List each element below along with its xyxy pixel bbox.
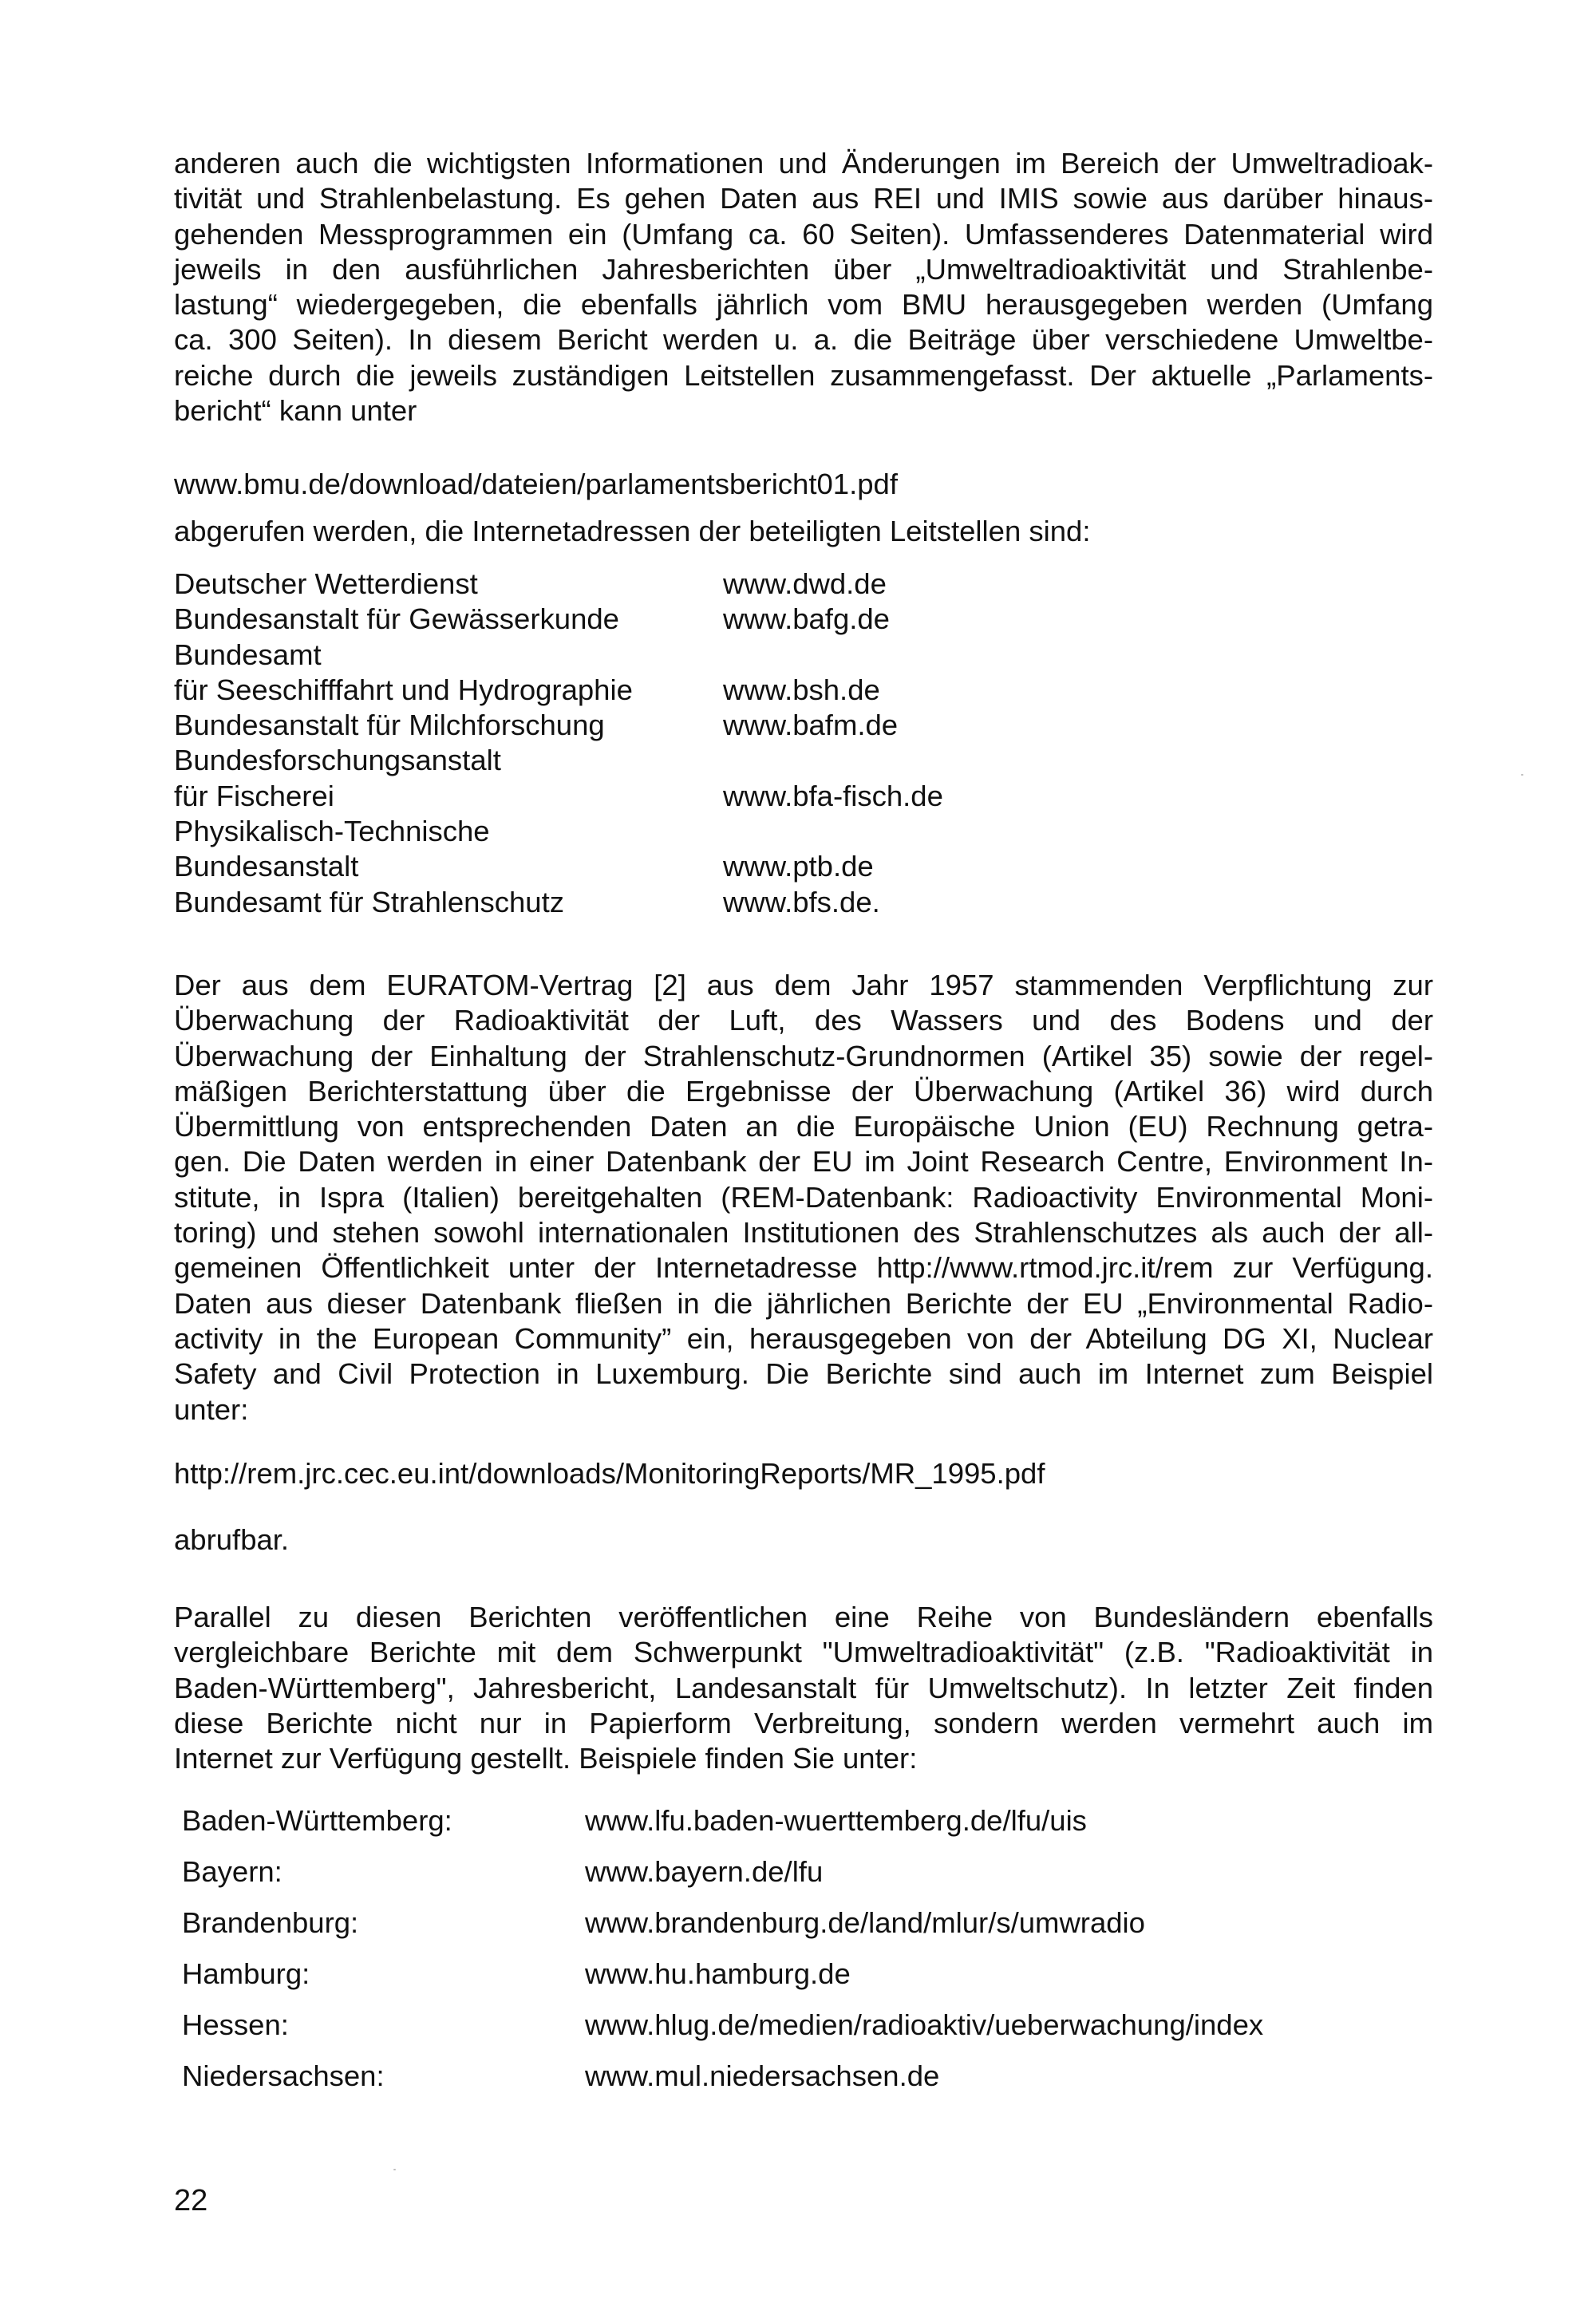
table-row xyxy=(174,638,1132,673)
text-line: jeweils in den ausführlichen Jahresberichten über „Umweltradioaktivität und Strahlenbe- xyxy=(174,252,1433,286)
leitstelle-url: www.ptb.de xyxy=(723,850,874,883)
text-line: gen. Die Daten werden in einer Datenbank der EU im Joint Research Centre, Environment In- xyxy=(174,1145,1433,1179)
text-line: gehenden Messprogrammen ein (Umfang ca. 60 Seiten). Umfassenderes Datenmaterial wird xyxy=(174,217,1433,251)
table-row xyxy=(174,708,1132,743)
land-url: www.brandenburg.de/land/mlur/s/umwradio xyxy=(585,1906,1145,1939)
leitstelle-name: für Fischerei xyxy=(174,779,334,812)
text-line: Baden-Württemberg", Jahresbericht, Landesanstalt für Umweltschutz). In letzter Zeit finden xyxy=(174,1671,1433,1704)
land-name: Bayern: xyxy=(182,1855,282,1888)
text-line: mäßigen Berichterstattung über die Ergebnisse der Überwachung (Artikel 36) wird durch xyxy=(174,1074,1433,1108)
table-row xyxy=(182,1905,1379,1957)
text-line: bericht“ kann unter xyxy=(174,394,417,428)
land-name: Brandenburg: xyxy=(182,1906,359,1939)
text-line: ca. 300 Seiten). In diesem Bericht werden u. a. die Beiträge über verschiedene Umweltbe- xyxy=(174,323,1433,357)
intro-leitstellen: abgerufen werden, die Internetadressen der beteiligten Leitstellen sind: xyxy=(174,515,1091,547)
text-line: anderen auch die wichtigsten Informationen und Änderungen im Bereich der Umweltradioak- xyxy=(174,147,1433,180)
text-line: reiche durch die jeweils zuständigen Leitstellen zusammengefasst. Der aktuelle „Parlaments- xyxy=(174,358,1433,392)
leitstelle-name: Bundesamt xyxy=(174,638,322,671)
text-line: lastung“ wiedergegeben, die ebenfalls jährlich vom BMU herausgegeben werden (Umfang xyxy=(174,288,1433,322)
land-url: www.mul.niedersachsen.de xyxy=(585,2059,940,2092)
land-url: www.bayern.de/lfu xyxy=(585,1855,824,1888)
text-line: Überwachung der Einhaltung der Strahlenschutz-Grundnormen (Artikel 35) sowie der regel- xyxy=(174,1039,1433,1072)
leitstelle-name: Bundesanstalt für Gewässerkunde xyxy=(174,602,619,636)
text-line: stitute, in Ispra (Italien) bereitgehalten (REM-Datenbank: Radioactivity Environmental Moni- xyxy=(174,1180,1433,1214)
text-line: Der aus dem EURATOM-Vertrag [2] aus dem Jahr 1957 stammenden Verpflichtung zur xyxy=(174,969,1433,1001)
text-line: toring) und stehen sowohl internationalen Institutionen des Strahlenschutzes als auch der all- xyxy=(174,1216,1433,1250)
land-url: www.hu.hamburg.de xyxy=(585,1957,851,1990)
land-url: www.lfu.baden-wuerttemberg.de/lfu/uis xyxy=(585,1804,1087,1837)
url-parlamentsbericht: www.bmu.de/download/dateien/parlamentsbericht01.pdf xyxy=(174,468,898,500)
text-line: vergleichbare Berichte mit dem Schwerpunkt "Umweltradioaktivität" (z.B. "Radioaktivität in xyxy=(174,1636,1433,1669)
table-row xyxy=(182,2008,1379,2059)
table-row xyxy=(182,1803,1379,1854)
text-line: Überwachung der Radioaktivität der Luft, des Wassers und des Bodens und der xyxy=(174,1004,1433,1037)
leitstelle-url: www.bfa-fisch.de xyxy=(723,779,943,812)
leitstelle-url: www.bafg.de xyxy=(723,602,890,636)
table-row xyxy=(174,814,1132,849)
text-line: tivität und Strahlenbelastung. Es gehen Daten aus REI und IMIS sowie aus darüber hinaus- xyxy=(174,182,1433,215)
text-line: Internet zur Verfügung gestellt. Beispiele finden Sie unter: xyxy=(174,1742,918,1775)
table-row xyxy=(174,602,1132,637)
leitstelle-url: www.dwd.de xyxy=(723,567,887,600)
leitstelle-name: für Seeschifffahrt und Hydrographie xyxy=(174,673,633,706)
paragraph-parlamentsbericht xyxy=(174,146,1433,428)
text-line: diese Berichte nicht nur in Papierform Verbreitung, sondern werden vermehrt auch im xyxy=(174,1706,1433,1739)
text-line: activity in the European Community” ein, herausgegeben von der Abteilung DG XI, Nuclear xyxy=(174,1321,1433,1355)
land-url: www.hlug.de/medien/radioaktiv/ueberwachung/index xyxy=(585,2008,1264,2041)
table-row xyxy=(174,849,1132,884)
leitstelle-name: Deutscher Wetterdienst xyxy=(174,567,478,600)
scan-speck xyxy=(1521,774,1523,776)
text-line: Safety and Civil Protection in Luxemburg. Die Berichte sind auch im Internet zum Beispiel xyxy=(174,1357,1433,1391)
table-row xyxy=(182,1957,1379,2008)
scan-speck xyxy=(393,2169,396,2170)
table-row xyxy=(174,673,1132,708)
laender-table xyxy=(182,1803,1379,2110)
text-line: Parallel zu diesen Berichten veröffentlichen eine Reihe von Bundesländern ebenfalls xyxy=(174,1601,1433,1633)
leitstellen-table xyxy=(174,567,1132,920)
text-line: Daten aus dieser Datenbank fließen in die jährlichen Berichte der EU „Environmental Radio- xyxy=(174,1286,1433,1320)
text-abrufbar: abrufbar. xyxy=(174,1523,290,1556)
leitstelle-name: Bundesanstalt xyxy=(174,850,359,883)
url-monitoring-report: http://rem.jrc.cec.eu.int/downloads/MonitoringReports/MR_1995.pdf xyxy=(174,1457,1045,1490)
land-name: Hamburg: xyxy=(182,1957,310,1990)
leitstelle-url: www.bsh.de xyxy=(723,673,880,706)
land-name: Hessen: xyxy=(182,2008,289,2041)
leitstelle-url: www.bfs.de. xyxy=(723,885,880,918)
paragraph-bundeslaender xyxy=(174,1600,1433,1776)
table-row xyxy=(182,1854,1379,1905)
leitstelle-name: Bundesforschungsanstalt xyxy=(174,744,501,777)
leitstelle-name: Bundesamt für Strahlenschutz xyxy=(174,885,564,918)
text-line: Übermittlung von entsprechenden Daten an die Europäische Union (EU) Rechnung getra- xyxy=(174,1110,1433,1143)
table-row xyxy=(174,567,1132,602)
text-line: unter: xyxy=(174,1392,249,1426)
table-row xyxy=(174,743,1132,778)
table-row xyxy=(174,885,1132,920)
land-name: Niedersachsen: xyxy=(182,2059,385,2092)
text-line: gemeinen Öffentlichkeit unter der Internetadresse http://www.rtmod.jrc.it/rem zur Verfügung. xyxy=(174,1251,1433,1285)
page-number: 22 xyxy=(174,2184,208,2217)
table-row xyxy=(174,779,1132,814)
table-row xyxy=(182,2059,1379,2110)
leitstelle-url: www.bafm.de xyxy=(723,709,899,742)
leitstelle-name: Bundesanstalt für Milchforschung xyxy=(174,709,605,742)
paragraph-euratom xyxy=(174,968,1433,1428)
land-name: Baden-Württemberg: xyxy=(182,1804,452,1837)
leitstelle-name: Physikalisch-Technische xyxy=(174,815,490,848)
